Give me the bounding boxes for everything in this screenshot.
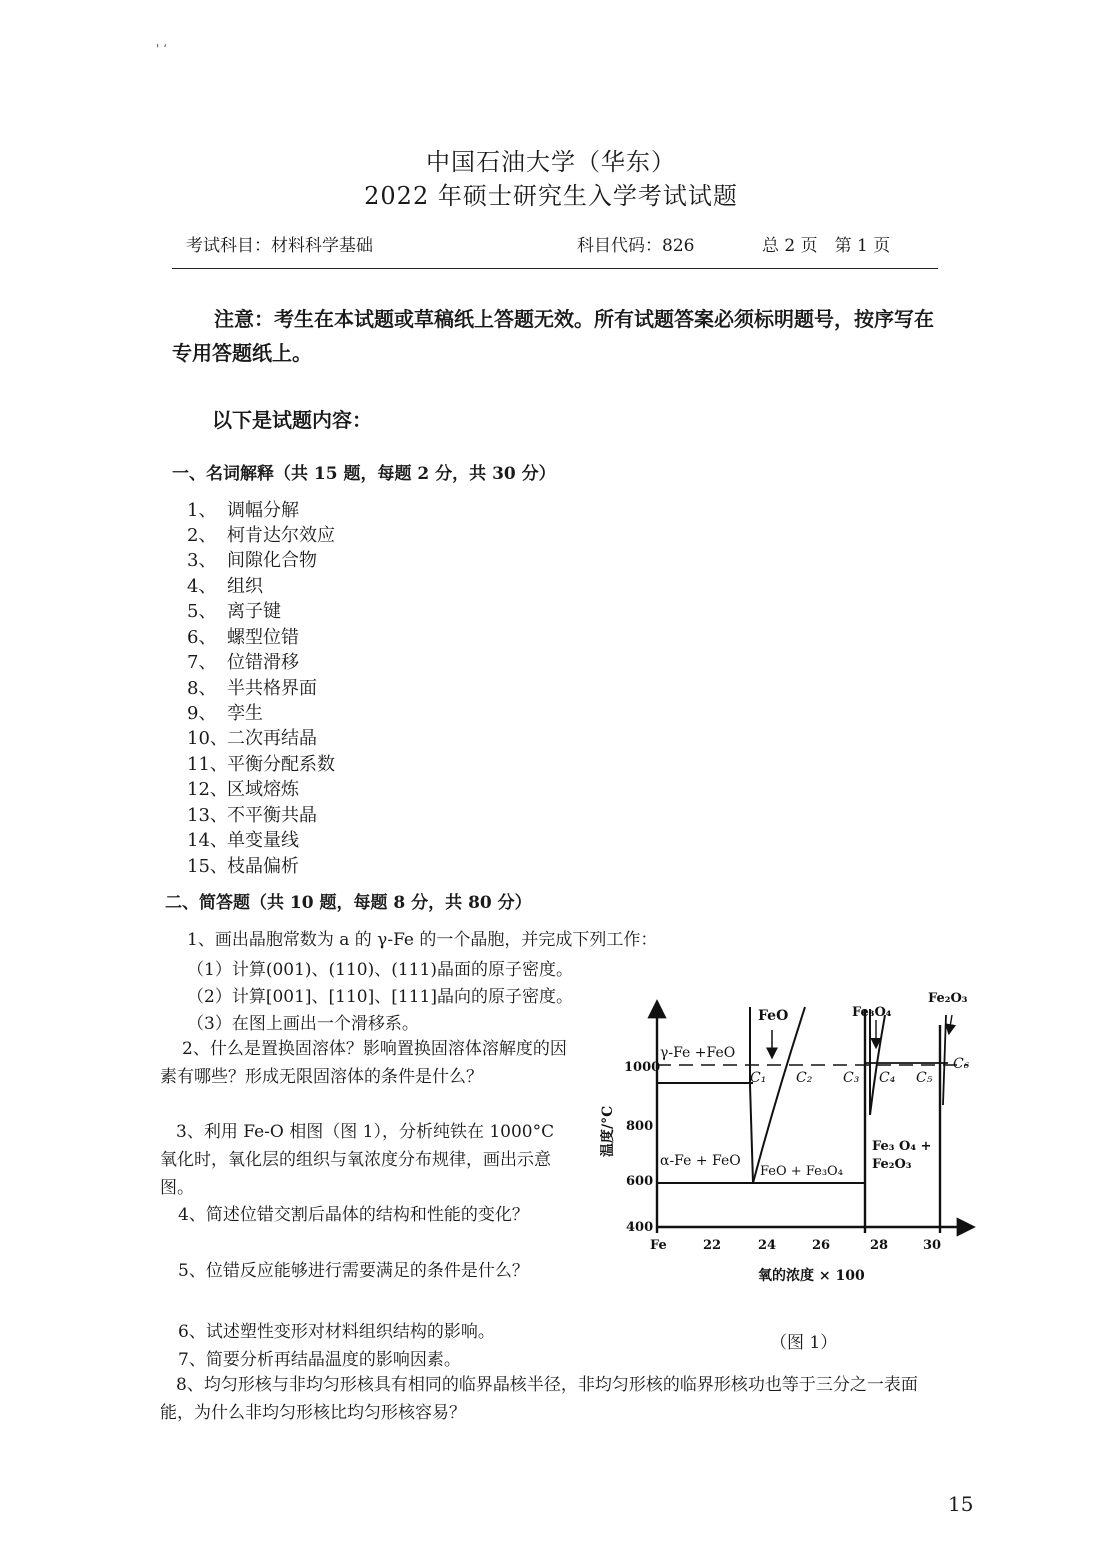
term-item: [187, 750, 335, 776]
term-text: 平衡分配系数: [227, 754, 335, 775]
page-number: 15: [948, 1492, 974, 1516]
term-text: 调幅分解: [227, 500, 299, 521]
question-7: 7、简要分析再结晶温度的影响因素。: [178, 1350, 461, 1370]
term-item: [187, 775, 299, 801]
label-alpha-fe-feo: α-Fe + FeO: [660, 1153, 741, 1169]
term-text: 组织: [227, 576, 263, 597]
label-fe3o4-fe2o3-line2: Fe₂O₃: [872, 1157, 912, 1172]
point-c2: C₂: [796, 1070, 813, 1086]
point-c5: C₅: [916, 1070, 933, 1086]
question-1-part-3: （3）在图上画出一个滑移系。: [187, 1014, 419, 1034]
term-item: [187, 826, 299, 852]
term-number: 13、: [187, 805, 228, 826]
term-item: [187, 496, 299, 522]
term-number: 8、: [187, 678, 217, 699]
x-tick-30: 30: [923, 1238, 942, 1253]
content-intro: 以下是试题内容：: [212, 408, 372, 432]
university-title: 中国石油大学（华东）: [426, 148, 676, 176]
term-item: [187, 648, 299, 674]
question-5: 5、位错反应能够进行需要满足的条件是什么？: [178, 1261, 529, 1281]
exam-notice: 注意：考生在本试题或草稿纸上答题无效。所有试题答案必须标明题号，按序写在专用答题纸上。: [172, 307, 934, 365]
question-6: 6、试述塑性变形对材料组织结构的影响。: [178, 1322, 495, 1342]
section-2-title: 二、简答题（共 10 题，每题 8 分，共 80 分）: [165, 893, 532, 913]
term-text: 枝晶偏析: [227, 856, 299, 877]
term-item: [187, 699, 263, 725]
x-tick-24: 24: [758, 1238, 777, 1253]
y-tick-1000: 1000: [624, 1060, 661, 1075]
term-number: 2、: [187, 525, 217, 546]
question-4: 4、简述位错交割后晶体的结构和性能的变化？: [178, 1205, 529, 1225]
label-fe2o3: Fe₂O₃: [928, 991, 968, 1006]
y-tick-600: 600: [626, 1174, 654, 1189]
point-c1: C₁: [750, 1070, 767, 1086]
question-1-part-1: （1）计算(001)、(110)、(111)晶面的原子密度。: [187, 960, 573, 980]
term-text: 半共格界面: [227, 678, 317, 699]
term-text: 间隙化合物: [227, 550, 317, 571]
term-number: 4、: [187, 576, 217, 597]
figure-caption: （图 1）: [770, 1333, 838, 1353]
point-c4: C₄: [879, 1070, 896, 1086]
term-item: [187, 674, 317, 700]
feo-right-boundary: [753, 1007, 805, 1183]
x-tick-28: 28: [870, 1238, 889, 1253]
term-number: 9、: [187, 703, 217, 724]
question-2: 2、什么是置换固溶体？影响置换固溶体溶解度的因素有哪些？形成无限固溶体的条件是什么？: [160, 1039, 567, 1087]
term-item: [187, 623, 299, 649]
corner-scan-marks: ' ‘: [156, 42, 167, 56]
x-tick-22: 22: [703, 1238, 722, 1253]
term-text: 不平衡共晶: [227, 805, 317, 826]
term-item: [187, 521, 335, 547]
term-number: 10、: [187, 728, 228, 749]
term-text: 螺型位错: [227, 627, 299, 648]
label-gamma-fe-feo: γ-Fe +FeO: [660, 1045, 736, 1061]
term-item: [187, 546, 317, 572]
term-number: 1、: [187, 500, 217, 521]
term-text: 孪生: [227, 703, 263, 724]
question-3: 3、利用 Fe-O 相图（图 1），分析纯铁在 1000°C 氧化时，氧化层的组织与氧浓度分布规律，画出示意图。: [160, 1122, 555, 1198]
y-tick-400: 400: [626, 1220, 654, 1235]
y-tick-800: 800: [626, 1119, 654, 1134]
term-number: 7、: [187, 652, 217, 673]
term-text: 位错滑移: [227, 652, 299, 673]
question-1: 1、画出晶胞常数为 a 的 γ-Fe 的一个晶胞，并完成下列工作：: [187, 930, 658, 950]
fe2o3-arrow: [949, 1015, 952, 1033]
label-feo: FeO: [758, 1008, 789, 1024]
term-text: 二次再结晶: [227, 728, 317, 749]
point-c3: C₃: [843, 1070, 860, 1086]
term-text: 区域熔炼: [227, 779, 299, 800]
x-tick-fe: Fe: [650, 1238, 667, 1253]
term-number: 14、: [187, 830, 228, 851]
fe2o3-boundary-inner: [943, 1015, 946, 1105]
exam-title: 2022 年硕士研究生入学考试试题: [364, 182, 738, 210]
term-number: 5、: [187, 601, 217, 622]
point-c6: C₆: [953, 1056, 970, 1072]
term-number: 12、: [187, 779, 228, 800]
term-number: 15、: [187, 856, 228, 877]
term-text: 单变量线: [227, 830, 299, 851]
feo-left-boundary-lower: [750, 1085, 753, 1183]
exam-subject: 考试科目：材料科学基础: [186, 236, 373, 256]
term-number: 3、: [187, 550, 217, 571]
x-axis-label: 氧的浓度 × 100: [758, 1268, 865, 1284]
term-number: 6、: [187, 627, 217, 648]
x-tick-26: 26: [812, 1238, 831, 1253]
term-item: [187, 597, 281, 623]
term-item: [187, 572, 263, 598]
y-axis-label: 温度/°C: [600, 1105, 616, 1157]
term-item: [187, 801, 317, 827]
section-1-title: 一、名词解释（共 15 题，每题 2 分，共 30 分）: [172, 464, 556, 484]
term-item: [187, 852, 299, 878]
term-item: [187, 724, 317, 750]
question-8: 8、均匀形核与非均匀形核具有相同的临界晶核半径，非均匀形核的临界形核功也等于三分之一表面能，为什么非均匀形核比均匀形核容易？: [160, 1375, 918, 1423]
page-count: 总 2 页 第 1 页: [762, 236, 891, 256]
term-text: 柯肯达尔效应: [227, 525, 335, 546]
subject-code: 科目代码：826: [577, 236, 695, 256]
label-fe3o4: Fe₃O₄: [852, 1005, 892, 1020]
question-1-part-2: （2）计算[001]、[110]、[111]晶向的原子密度。: [187, 987, 573, 1007]
term-number: 11、: [187, 754, 228, 775]
label-fe3o4-fe2o3-line1: Fe₃ O₄ +: [872, 1139, 932, 1154]
label-feo-fe3o4: FeO + Fe₃O₄: [760, 1164, 843, 1179]
term-text: 离子键: [227, 601, 281, 622]
fe-o-phase-diagram: [600, 985, 980, 1285]
header-divider: [172, 268, 938, 269]
